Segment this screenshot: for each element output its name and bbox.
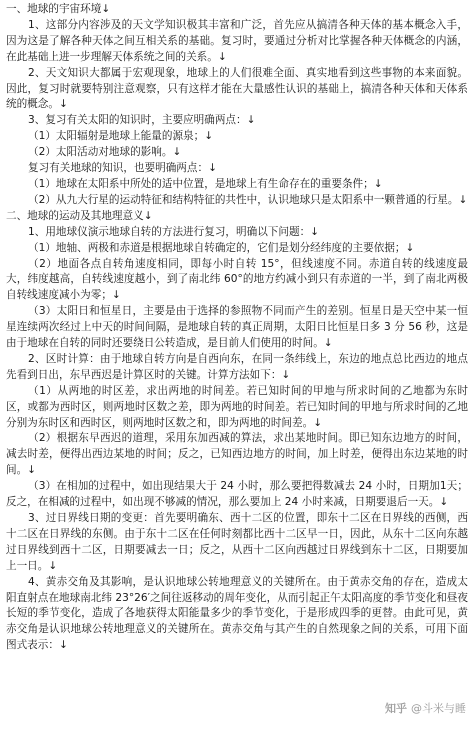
paragraph-3-item-3: （1）地球在太阳系中所处的适中位置，是地球上有生命存在的重要条件；↓ [28, 177, 383, 190]
paragraph-3: 3、复习有关太阳的知识时，主要应明确两点：↓ [28, 114, 256, 127]
paragraph-q2-item-2: （2）根据东早西迟的道理，采用东加西减的算法，求出某地时间。即已知东边地方的时间，减去时差，便得出西边某地的时间；反之，已知西边地方的时间，加上时差，便得出东边某地的时间。↓ [6, 432, 468, 477]
paragraph-3-subtitle: 复习有关地球的知识，也要明确两点：↓ [28, 162, 217, 175]
paragraph-q1-item-3: （3）太阳日和恒星日，主要是由于选择的参照物不同而产生的差别。恒星日是天空中某一恒星连续两次经过上中天的时间间隔，是地球自转的真正周期，太阳日比恒星日多 3 分 56 秒，这是由于地球在自转的同时还要绕日公转造成，是目前人们使用的时间。↓ [6, 305, 468, 350]
paragraph-q2-item-3: （3）在相加的过程中，如出现结果大于 24 小时，那么要把得数减去 24 小时，日期加1天；反之，在相减的过程中，如出现不够减的情况，那么要加上 24 小时来减，日期要退后一天。↓ [6, 480, 468, 509]
section-2-title: 二、地球的运动及其地理意义↓ [6, 209, 153, 222]
paragraph-2: 2、天文知识大都属于宏观现象，地球上的人们很难全面、真实地看到这些事物的本来面貌。因此，复习时就要特别注意观察，只有这样才能在大量感性认识的基础上，搞清各种天体和天体系统的概念。↓ [6, 66, 468, 111]
watermark [385, 701, 466, 717]
paragraph-q3: 3、过日界线日期的变更：首先要明确东、西十二区的位置，即东十二区在日界线的西侧，西十二区在日界线的东侧。由于东十二区在任何时刻都比西十二区早一日，因此，从东十二区向东越过日界线到西十二区，日期要减去一日；反之，从西十二区向西越过日界线到东十二区，日期要加上一日。↓ [6, 512, 468, 572]
paragraph-q2: 2、区时计算：由于地球自转方向是自西向东，在同一条纬线上，东边的地点总比西边的地点先看到日出，东早西迟是计算区时的关键。计算方法如下：↓ [6, 352, 468, 381]
paragraph-3-item-1: （1）太阳辐射是地球上能量的源泉；↓ [28, 130, 214, 143]
paragraph-3-item-4: （2）从九大行星的运动特征和结构特征的共性中，认识地球只是太阳系中一颗普通的行星。↓ [28, 193, 468, 206]
paragraph-q1-item-1: （1）地轴、两极和赤道是根据地球自转确定的，它们是划分经纬度的主要依据；↓ [28, 241, 415, 254]
paragraph-q2-item-1: （1）从两地的时区差，求出两地的时间差。若已知时间的甲地与所求时间的乙地都为东时区，或都为西时区，则两地时区数之差，即为两地的时间差。若已知时间的甲地与所求时间的乙地分别为东时区和西时区，则两地时区数之和，即为两地的时间差。↓ [6, 384, 468, 429]
paragraph-q1: 1、用地球仪演示地球自转的方法进行复习，明确以下问题：↓ [28, 225, 320, 238]
paragraph-3-item-2: （2）太阳活动对地球的影响。↓ [28, 146, 182, 159]
watermark-author: @斗米与睡 [411, 702, 466, 716]
paragraph-1: 1、这部分内容涉及的天文学知识极其丰富和广泛，首先应从搞清各种天体的基本概念入手，因为这是了解各种天体之间互相关系的基础。复习时，要通过分析对比掌握各种天体概念的内涵，在此基础上进一步理解天体系统之间的关系。↓ [6, 18, 468, 63]
paragraph-q1-item-2: （2）地面各点自转角速度相同，即每小时自转 15°，但线速度不同。赤道自转的线速度最大，纬度越高，自转线速度越小，到了南北纬 60°的地方约减小到只有赤道的一半，到了南北两极自转线速度减小为零；↓ [6, 257, 468, 302]
watermark-logo: 知乎 [385, 702, 407, 716]
paragraph-q4: 4、黄赤交角及其影响，是认识地球公转地理意义的关键所在。由于黄赤交角的存在，造成太阳直射点在地球南北纬 23°26′之间往返移动的周年变化，从而引起正午太阳高度的季节变化和昼夜长短的季节变化，造成了各地获得太阳能量多少的季节变化，于是形成四季的更替。由此可见，黄赤交角是认识地球公转地理意义的关键所在。黄赤交角与其产生的自然现象之间的关系，可用下面图式表示：↓ [6, 575, 468, 652]
section-1-title: 一、地球的宇宙环境↓ [6, 3, 111, 15]
